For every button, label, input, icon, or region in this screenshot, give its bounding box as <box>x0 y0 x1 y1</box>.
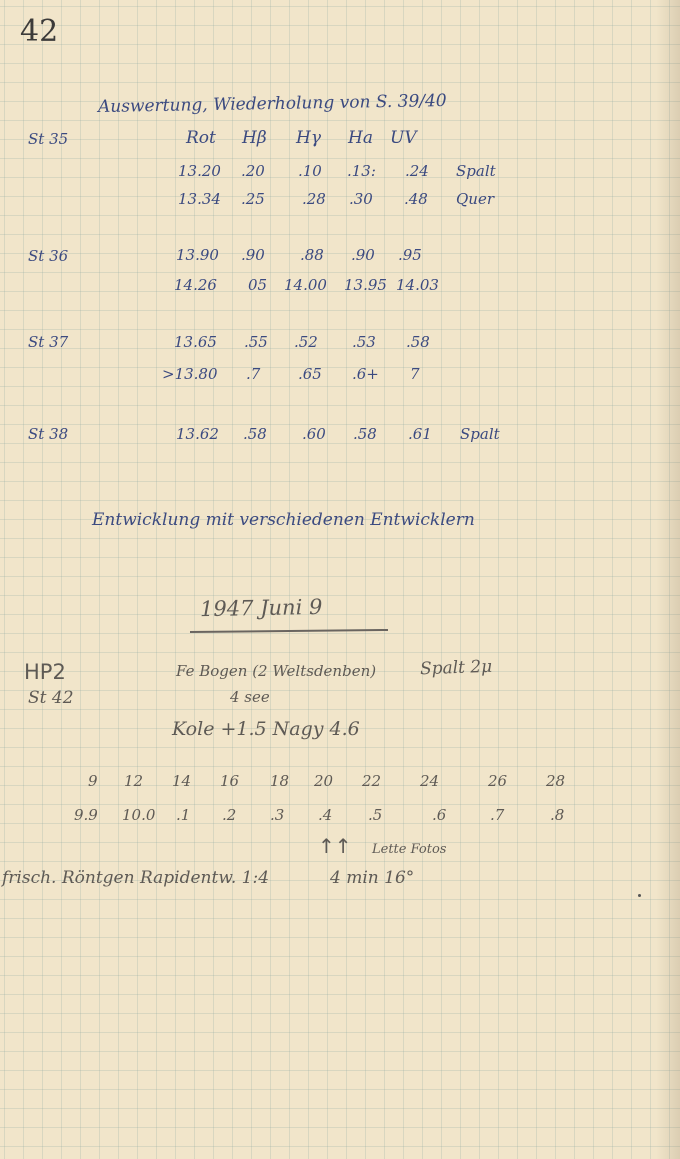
table-cell: .55 <box>244 333 268 351</box>
date-underline <box>190 629 388 633</box>
plate-line3: Kole +1.5 Nagy 4.6 <box>172 718 360 740</box>
table-cell: 13.62 <box>176 425 219 443</box>
scale-top-value: 14 <box>172 772 192 790</box>
table-cell: 13.34 <box>178 190 221 208</box>
table-cell: 14.00 <box>284 276 327 294</box>
entry-date: 1947 Juni 9 <box>199 594 323 622</box>
table-cell: .90 <box>351 246 375 264</box>
scale-top-value: 28 <box>546 772 566 790</box>
table-cell: .48 <box>404 190 428 208</box>
scale-top-value: 26 <box>488 772 508 790</box>
scale-top-value: 20 <box>314 772 334 790</box>
table-cell-note: Spalt <box>460 425 500 443</box>
plate-code: HP2 <box>24 660 66 684</box>
subheading: Entwicklung mit verschiedenen Entwicklern <box>92 510 475 530</box>
table-cell: .61 <box>408 425 432 443</box>
row-label-st36: St 36 <box>28 247 69 265</box>
scale-top-value: 9 <box>88 772 98 790</box>
table-cell: .30 <box>349 190 373 208</box>
table-cell: 13.20 <box>178 162 221 180</box>
table-cell: .95 <box>398 246 422 264</box>
table-cell: .10 <box>298 162 322 180</box>
row-label-st35: St 35 <box>28 130 69 148</box>
plate-slit: Spalt 2μ <box>419 656 493 680</box>
table-cell: .6+ <box>352 365 379 383</box>
pencil-dot <box>638 894 641 897</box>
scale-bottom-value: .6 <box>432 806 447 824</box>
scale-bottom-value: .7 <box>490 806 505 824</box>
scale-bottom-value: .2 <box>222 806 237 824</box>
scale-top-value: 22 <box>362 772 382 790</box>
page-edge-shadow <box>656 0 680 1159</box>
column-header-ha: Ha <box>348 128 373 148</box>
table-cell: 13.95 <box>344 276 387 294</box>
scale-bottom-value: .1 <box>176 806 191 824</box>
plate-line2: 4 see <box>230 688 270 706</box>
table-cell: 14.03 <box>396 276 439 294</box>
table-cell: .53 <box>352 333 376 351</box>
table-cell: .52 <box>294 333 318 351</box>
table-cell: >13.80 <box>162 365 218 383</box>
row-label-st38: St 38 <box>28 425 69 443</box>
scale-bottom-value: .3 <box>270 806 285 824</box>
table-cell: 13.90 <box>176 246 219 264</box>
scale-top-value: 12 <box>124 772 144 790</box>
arrow-note: Lette Fotos <box>372 842 447 857</box>
table-cell: .60 <box>302 425 326 443</box>
column-header-uv: UV <box>390 128 417 148</box>
scale-bottom-value: 10.0 <box>122 806 156 824</box>
table-cell: .90 <box>241 246 265 264</box>
table-cell: .88 <box>300 246 324 264</box>
table-cell-note: Quer <box>456 190 495 208</box>
table-cell: .20 <box>241 162 265 180</box>
table-cell: 7 <box>410 365 420 383</box>
table-cell: .58 <box>353 425 377 443</box>
section-heading: Auswertung, Wiederholung von S. 39/40 <box>97 90 447 118</box>
up-arrow-icon: ↑↑ <box>318 834 352 858</box>
table-cell-note: Spalt <box>456 162 496 180</box>
table-cell: .58 <box>406 333 430 351</box>
table-cell: .25 <box>241 190 265 208</box>
scale-top-value: 24 <box>420 772 440 790</box>
table-cell: .24 <box>405 162 429 180</box>
development-time: 4 min 16° <box>330 868 415 888</box>
plate-st: St 42 <box>28 688 74 708</box>
table-cell: .7 <box>246 365 261 383</box>
column-header-rot: Rot <box>186 128 216 148</box>
table-cell: 05 <box>248 276 268 294</box>
table-cell: .13: <box>347 162 376 180</box>
scale-bottom-value: .4 <box>318 806 333 824</box>
table-cell: .65 <box>298 365 322 383</box>
plate-line1: Fe Bogen (2 Weltsdenben) <box>176 662 377 680</box>
table-cell: .28 <box>302 190 326 208</box>
table-cell: .58 <box>243 425 267 443</box>
column-header-hgamma: Hγ <box>296 128 321 148</box>
table-cell: 14.26 <box>174 276 217 294</box>
table-cell: 13.65 <box>174 333 217 351</box>
page-number: 42 <box>20 14 59 49</box>
scale-top-value: 18 <box>270 772 290 790</box>
column-header-hbeta: Hβ <box>242 128 267 148</box>
scale-bottom-value: .8 <box>550 806 565 824</box>
scale-top-value: 16 <box>220 772 240 790</box>
scale-bottom-value: 9.9 <box>74 806 98 824</box>
developer-note: frisch. Röntgen Rapidentw. 1:4 <box>2 868 270 888</box>
row-label-st37: St 37 <box>28 333 69 351</box>
scale-bottom-value: .5 <box>368 806 383 824</box>
